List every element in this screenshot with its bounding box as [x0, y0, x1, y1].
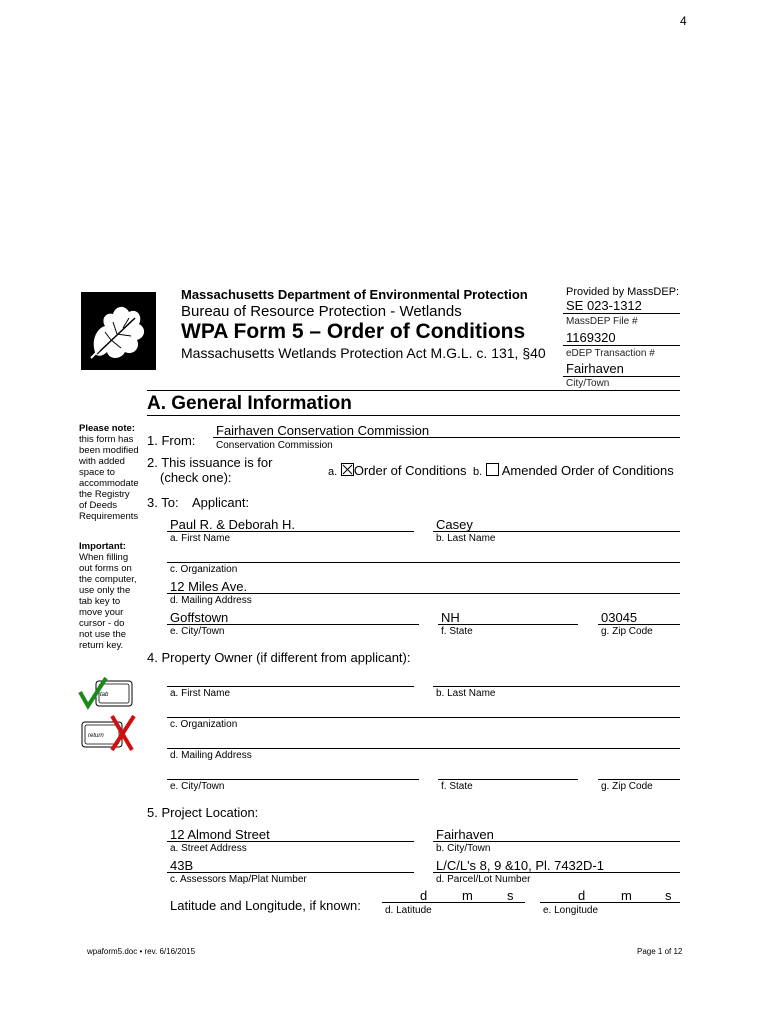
issuance-label-line1: 2. This issuance is for — [147, 455, 273, 470]
latitude-label: d. Latitude — [385, 905, 432, 916]
street-label: a. Street Address — [170, 843, 247, 854]
file-city-label: City/Town — [566, 378, 610, 389]
project-city-line — [433, 841, 680, 842]
option-b-label: Amended Order of Conditions — [501, 463, 674, 478]
owner-zip-field[interactable] — [598, 779, 680, 780]
longitude-line — [540, 902, 680, 903]
owner-last-name-field[interactable] — [433, 686, 680, 687]
owner-label: 4. Property Owner (if different from applicant): — [147, 650, 411, 665]
first-name-label: a. First Name — [170, 533, 231, 544]
city-label: e. City/Town — [170, 626, 225, 637]
owner-zip-label: g. Zip Code — [601, 781, 653, 792]
latitude-line — [382, 902, 525, 903]
zip-line — [598, 624, 680, 625]
issuance-label-line2: (check one): — [160, 470, 232, 485]
organization-label: c. Organization — [170, 564, 238, 575]
owner-mailing-address-label: d. Mailing Address — [170, 750, 252, 761]
tab-key-checkmark-icon — [78, 676, 140, 712]
latlong-label: Latitude and Longitude, if known: — [170, 898, 361, 913]
from-label: 1. From: — [147, 433, 196, 448]
file-number-label: MassDEP File # — [566, 316, 638, 327]
lat-degrees[interactable]: d — [420, 888, 428, 903]
applicant-last-name[interactable]: Casey — [436, 517, 473, 532]
applicant-zip[interactable]: 03045 — [601, 610, 638, 625]
important-body: When filling out forms on the computer, use only the tab key to move your cursor - do not use the return key. — [79, 552, 137, 651]
owner-organization-label: c. Organization — [170, 719, 238, 730]
issuance-option-b — [473, 463, 674, 478]
long-minutes[interactable]: m — [621, 888, 632, 903]
last-name-line — [433, 531, 680, 532]
department-name: Massachusetts Department of Environmental Protection — [181, 287, 528, 302]
act-reference: Massachusetts Wetlands Protection Act M.G.L. c. 131, §40 — [181, 345, 546, 361]
owner-city-field[interactable] — [167, 779, 419, 780]
sidebar-important — [79, 541, 139, 651]
owner-last-name-label: b. Last Name — [436, 688, 496, 699]
owner-first-name-field[interactable] — [167, 686, 414, 687]
parcel-line — [433, 872, 680, 873]
applicant-first-name[interactable]: Paul R. & Deborah H. — [170, 517, 296, 532]
page-number: 4 — [680, 14, 687, 28]
provided-by-label: Provided by MassDEP: — [566, 286, 680, 298]
zip-label: g. Zip Code — [601, 626, 653, 637]
massdep-oak-leaf-logo — [81, 292, 156, 370]
applicant-city[interactable]: Goffstown — [170, 610, 229, 625]
lat-minutes[interactable]: m — [462, 888, 473, 903]
applicant-mailing-address[interactable]: 12 Miles Ave. — [170, 579, 248, 594]
footer-revision: wpaform5.doc • rev. 6/16/2015 — [87, 947, 196, 956]
order-of-conditions-checkbox[interactable] — [341, 463, 354, 476]
owner-state-label: f. State — [441, 781, 473, 792]
file-number-line — [563, 313, 680, 314]
from-line — [213, 437, 680, 438]
important-heading: Important: — [79, 541, 126, 552]
section-a-title: A. General Information — [147, 393, 352, 414]
mailing-address-label: d. Mailing Address — [170, 595, 252, 606]
tab-key-label: tab — [100, 692, 109, 698]
applicant-state[interactable]: NH — [441, 610, 460, 625]
parcel-label: d. Parcel/Lot Number — [436, 874, 531, 885]
longitude-label: e. Longitude — [543, 905, 599, 916]
bureau-name: Bureau of Resource Protection - Wetlands — [181, 303, 462, 320]
lat-seconds[interactable]: s — [507, 888, 514, 903]
project-street[interactable]: 12 Almond Street — [170, 827, 270, 842]
edep-line — [563, 345, 680, 346]
state-label: f. State — [441, 626, 473, 637]
edep-transaction-number[interactable]: 1169320 — [566, 330, 616, 345]
location-label: 5. Project Location: — [147, 805, 259, 820]
owner-mailing-address-field[interactable] — [167, 748, 680, 749]
section-divider — [147, 415, 680, 416]
street-line — [167, 841, 414, 842]
project-city[interactable]: Fairhaven — [436, 827, 494, 842]
to-label: 3. To: — [147, 495, 179, 510]
project-city-label: b. City/Town — [436, 843, 491, 854]
long-degrees[interactable]: d — [578, 888, 586, 903]
footer-page-count: Page 1 of 12 — [637, 947, 683, 956]
return-key-label: return — [88, 733, 104, 739]
option-b-prefix: b. — [473, 466, 483, 478]
owner-city-label: e. City/Town — [170, 781, 225, 792]
organization-line — [167, 562, 680, 563]
city-line — [167, 624, 419, 625]
massdep-file-number[interactable]: SE 023-1312 — [566, 298, 642, 313]
option-a-label: Order of Conditions — [353, 463, 467, 478]
parcel-number[interactable]: L/C/L's 8, 9 &10, Pl. 7432D-1 — [436, 858, 604, 873]
issuance-option-a — [328, 463, 467, 478]
last-name-label: b. Last Name — [436, 533, 496, 544]
note-heading: Please note: — [79, 423, 135, 434]
applicant-label: Applicant: — [192, 495, 250, 510]
first-name-line — [167, 531, 414, 532]
long-seconds[interactable]: s — [665, 888, 672, 903]
from-sublabel: Conservation Commission — [216, 440, 333, 451]
form-title: WPA Form 5 – Order of Conditions — [181, 320, 526, 343]
note-body: this form has been modified with added space to accommodate the Registry of Deeds Requirements — [79, 434, 139, 522]
sidebar-note — [79, 423, 139, 522]
mailing-address-line — [167, 593, 680, 594]
amended-order-checkbox[interactable] — [486, 463, 499, 476]
map-line — [167, 872, 414, 873]
owner-organization-field[interactable] — [167, 717, 680, 718]
owner-first-name-label: a. First Name — [170, 688, 231, 699]
header-divider — [147, 390, 680, 391]
return-key-x-icon — [78, 714, 140, 752]
map-label: c. Assessors Map/Plat Number — [170, 874, 307, 885]
file-city[interactable]: Fairhaven — [566, 361, 624, 376]
city-line — [563, 376, 680, 377]
state-line — [438, 624, 578, 625]
option-a-prefix: a. — [328, 466, 338, 478]
from-value[interactable]: Fairhaven Conservation Commission — [216, 423, 430, 438]
edep-label: eDEP Transaction # — [566, 348, 655, 359]
assessors-map[interactable]: 43B — [170, 858, 194, 873]
owner-state-field[interactable] — [438, 779, 578, 780]
